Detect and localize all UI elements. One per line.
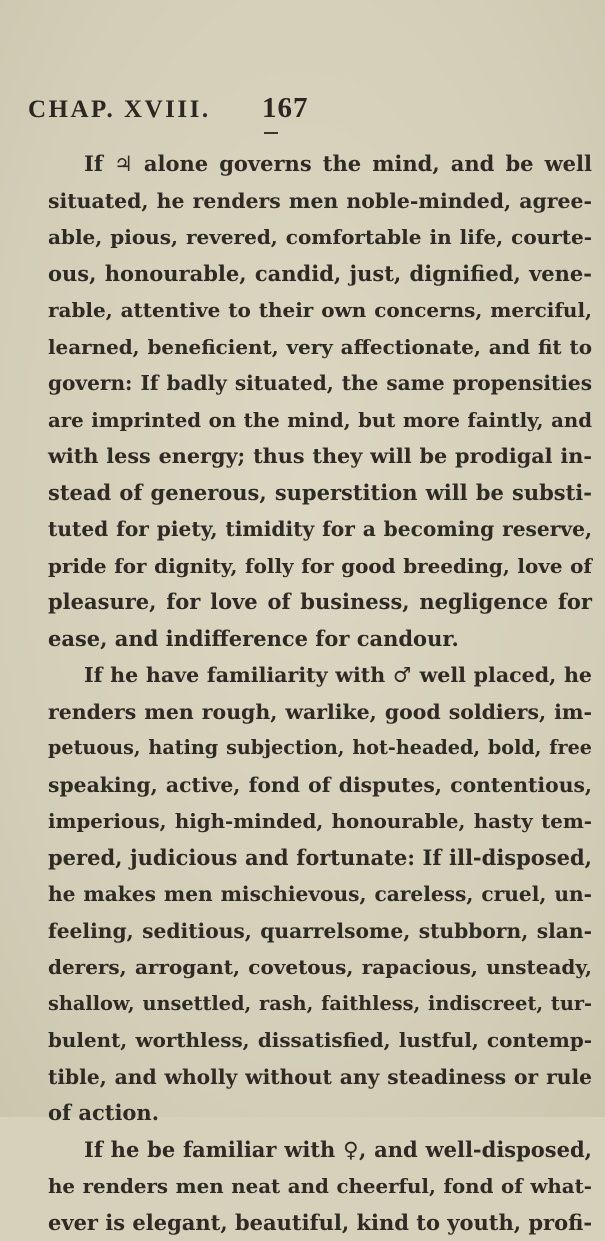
text-line: petuous, hating subjection, hot-headed, bold, free xyxy=(48,730,592,767)
text-line: pleasure, for love of business, negligence for xyxy=(48,584,592,621)
text-line: renders men rough, warlike, good soldiers, im- xyxy=(48,694,592,731)
text-line: speaking, active, fond of disputes, contentious, xyxy=(48,767,592,804)
text-line: govern: If badly situated, the same propensities xyxy=(48,365,592,402)
text-line: situated, he renders men noble-minded, agree- xyxy=(48,183,592,220)
text-line: bulent, worthless, dissatisfied, lustful, contemp- xyxy=(48,1022,592,1059)
text-line: derers, arrogant, covetous, rapacious, unsteady, xyxy=(48,949,592,986)
text-line: ous, honourable, candid, just, dignified, vene- xyxy=(48,256,592,293)
text-line: are imprinted on the mind, but more faintly, and xyxy=(48,402,592,439)
text-line: feeling, seditious, quarrelsome, stubborn, slan- xyxy=(48,913,592,950)
text-line: pered, judicious and fortunate: If ill-disposed, xyxy=(48,840,592,877)
text-line: learned, beneficient, very affectionate, and fit to xyxy=(48,329,592,366)
text-line: pride for dignity, folly for good breeding, love of xyxy=(48,548,592,585)
running-head: CHAP. XVIII. xyxy=(28,96,211,124)
text-line: tible, and wholly without any steadiness or rule xyxy=(48,1059,592,1096)
text-line: with less energy; thus they will be prodigal in- xyxy=(48,438,592,475)
text-line: ever is elegant, beautiful, kind to youth, profi- xyxy=(48,1205,592,1241)
page-number: 167 xyxy=(262,92,309,125)
text-line: imperious, high-minded, honourable, hasty tem- xyxy=(48,803,592,840)
text-line: he makes men mischievous, careless, cruel, un- xyxy=(48,876,592,913)
text-line: If he be familiar with ♀, and well-disposed, xyxy=(48,1132,592,1169)
text-line: able, pious, revered, comfortable in life, courte- xyxy=(48,219,592,256)
text-line: shallow, unsettled, rash, faithless, indiscreet, tur- xyxy=(48,986,592,1023)
text-line: tuted for piety, timidity for a becoming reserve, xyxy=(48,511,592,548)
text-line: ease, and indifference for candour. xyxy=(48,621,592,658)
text-line: he renders men neat and cheerful, fond of what- xyxy=(48,1168,592,1205)
body-text xyxy=(48,146,592,1241)
page-header xyxy=(28,96,588,132)
text-line: If he have familiarity with ♂ well placed, he xyxy=(48,657,592,694)
text-line: of action. xyxy=(48,1095,592,1132)
header-rule xyxy=(264,132,278,134)
text-line: rable, attentive to their own concerns, merciful, xyxy=(48,292,592,329)
text-line: stead of generous, superstition will be substi- xyxy=(48,475,592,512)
text-line: If ♃ alone governs the mind, and be well xyxy=(48,146,592,183)
